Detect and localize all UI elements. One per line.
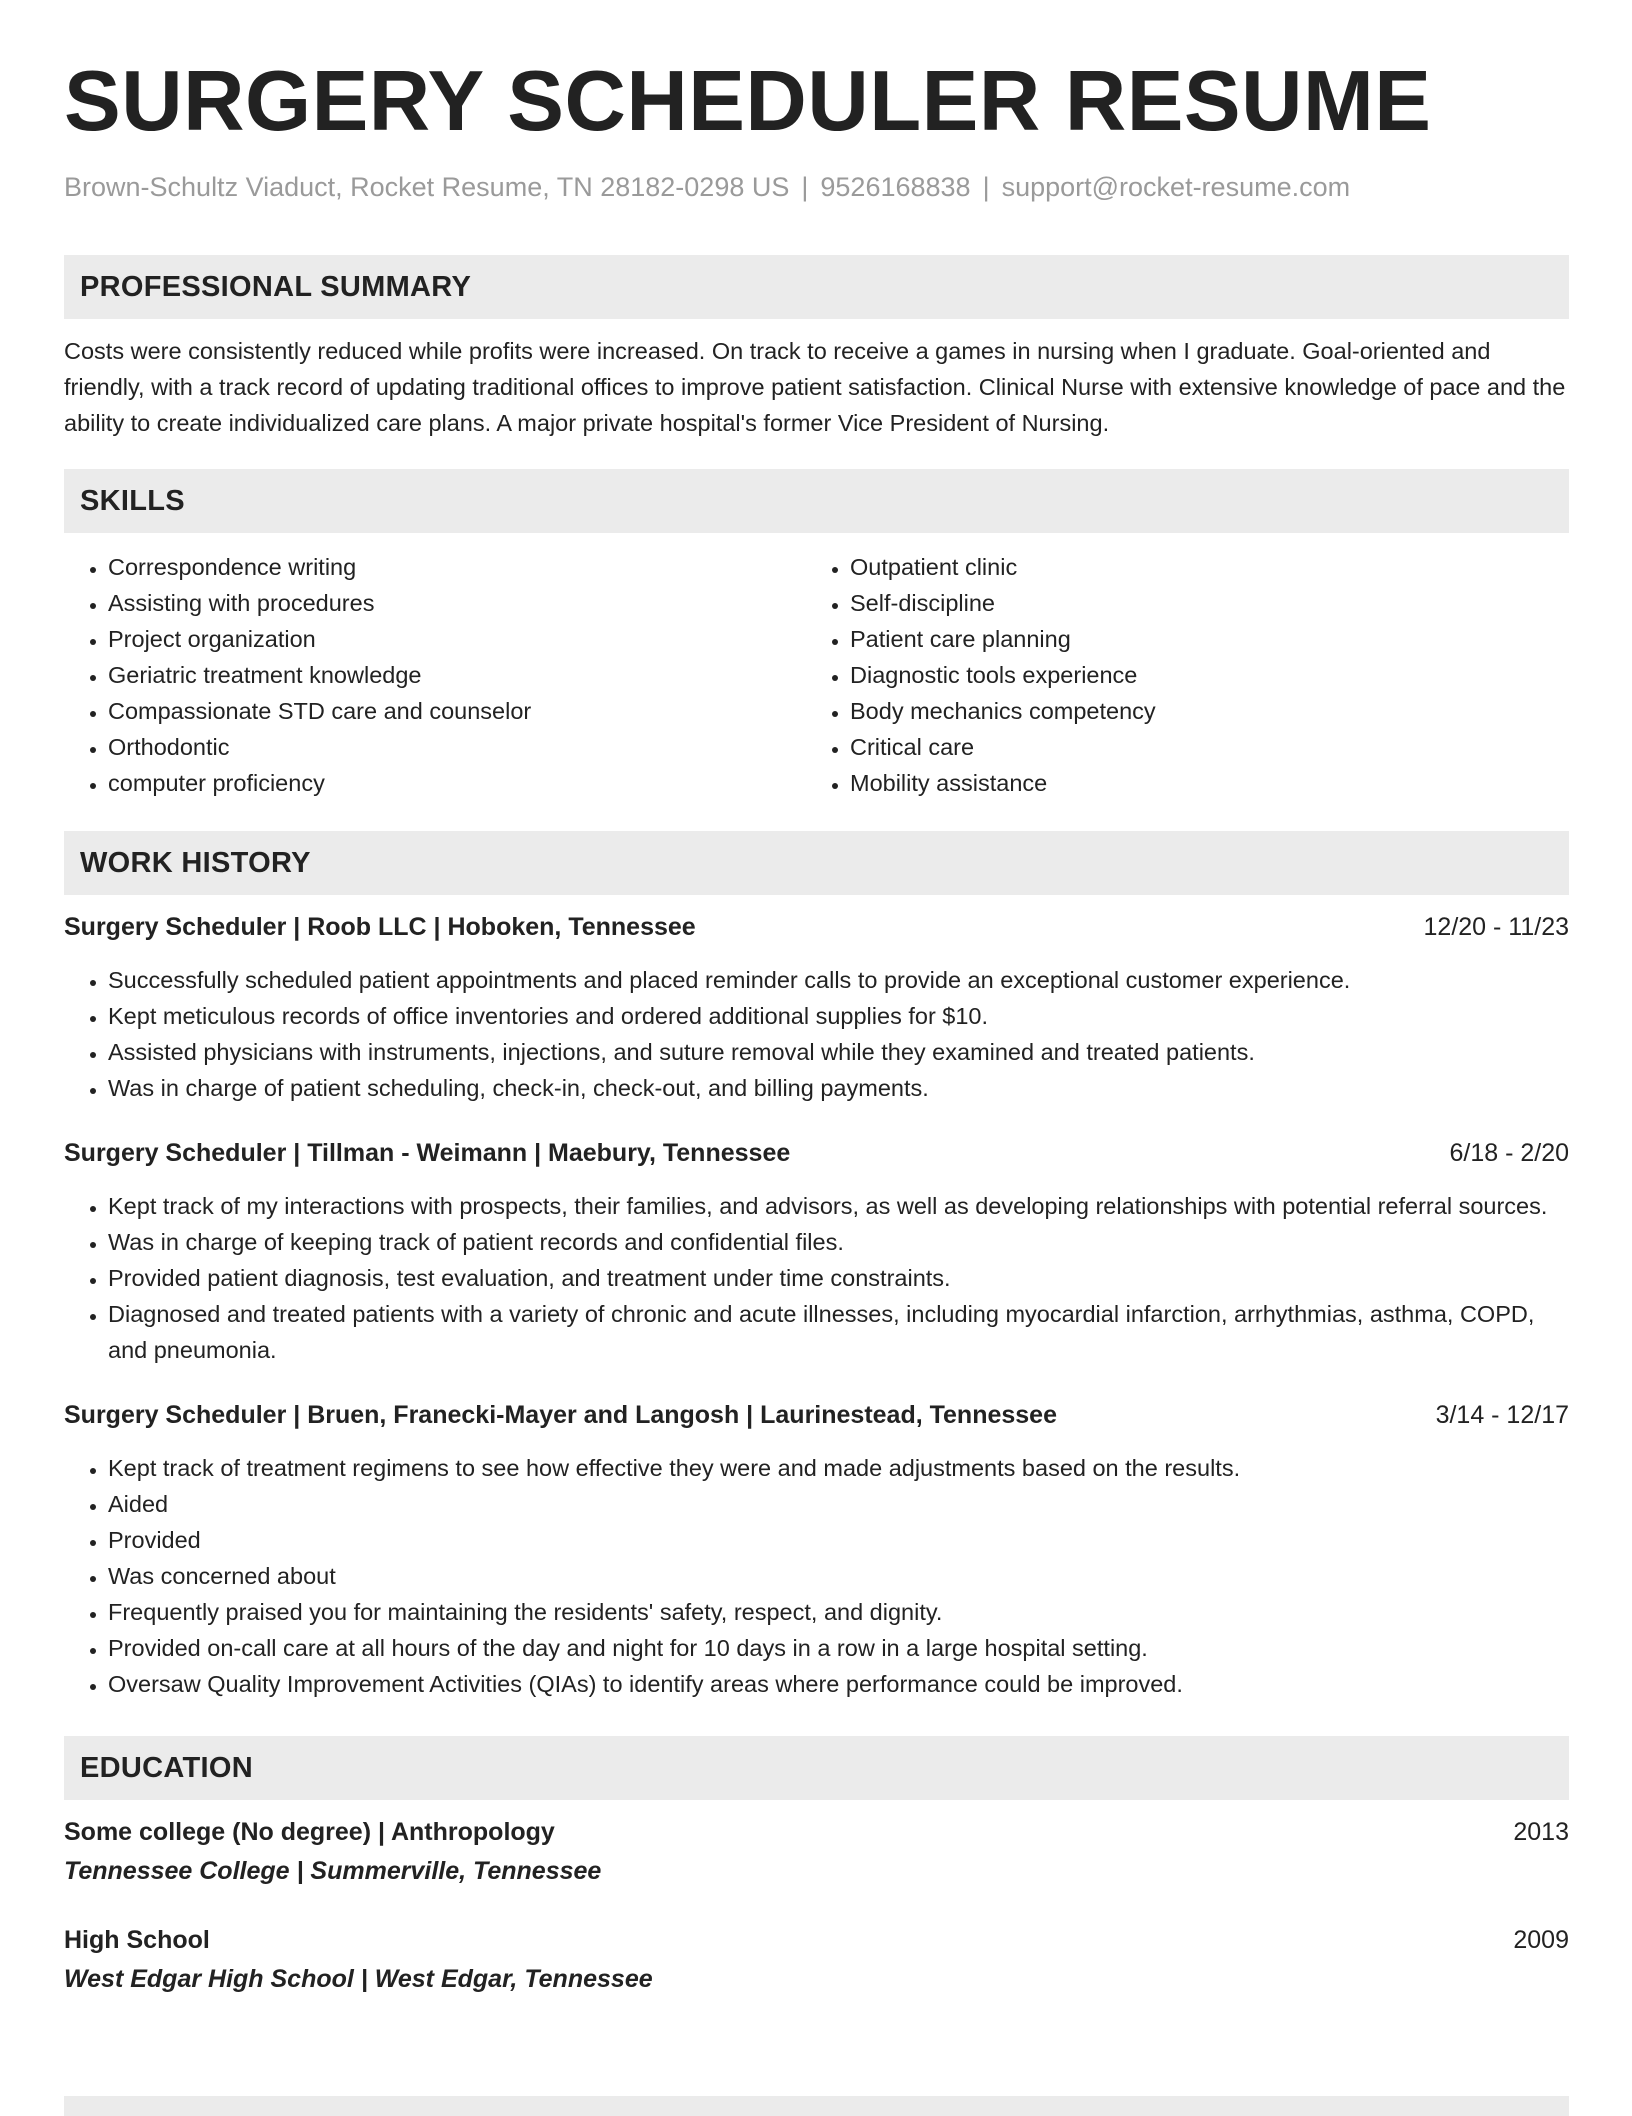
education-entry [64,1926,1569,1994]
education-school: West Edgar High School | West Edgar, Tennessee [64,1965,653,1994]
job-bullet-list [64,1450,1569,1702]
skill-item: • computer proficiency [108,765,806,801]
job-title-row [64,1401,1569,1430]
job-title: Surgery Scheduler | Bruen, Franecki-Mayer and Langosh | Laurinestead, Tennessee [64,1401,1057,1430]
job-bullet-list [64,962,1569,1106]
job-dates: 6/18 - 2/20 [1449,1139,1569,1168]
skills-column-right [806,549,1548,801]
job-bullet: • Kept track of treatment regimens to see how effective they were and made adjustments based on the results. [108,1450,1569,1486]
education-section-header: EDUCATION [64,1736,1569,1800]
contact-separator: | [982,172,990,203]
education-degree: High School [64,1926,210,1955]
resume-title: SURGERY SCHEDULER RESUME [64,54,1432,149]
skills-list-right [806,549,1548,801]
contact-email: support@rocket-resume.com [1001,172,1351,203]
job-title: Surgery Scheduler | Roob LLC | Hoboken, Tennessee [64,913,696,942]
next-section-header-partial [64,2096,1569,2116]
job-bullet: • Successfully scheduled patient appointments and placed reminder calls to provide an exceptional customer experience. [108,962,1569,998]
contact-separator: | [801,172,809,203]
skill-item: • Correspondence writing [108,549,806,585]
job-bullet: • Kept meticulous records of office inventories and ordered additional supplies for $10. [108,998,1569,1034]
job-bullet: • Was concerned about [108,1558,1569,1594]
education-degree-row [64,1926,1569,1955]
education-entry [64,1818,1569,1886]
skill-item: • Body mechanics competency [850,693,1548,729]
job-bullet: • Frequently praised you for maintaining the residents' safety, respect, and dignity. [108,1594,1569,1630]
job-bullet: • Oversaw Quality Improvement Activities (QIAs) to identify areas where performance could be improved. [108,1666,1569,1702]
job-entry [64,1401,1569,1702]
skill-item: • Outpatient clinic [850,549,1548,585]
contact-line [64,172,1569,203]
job-entry [64,1139,1569,1368]
skill-item: • Project organization [108,621,806,657]
contact-address: Brown-Schultz Viaduct, Rocket Resume, TN 28182-0298 US [64,172,790,203]
job-bullet: • Was in charge of patient scheduling, check-in, check-out, and billing payments. [108,1070,1569,1106]
job-title-row [64,913,1569,942]
education-year: 2009 [1513,1926,1569,1955]
skill-item: • Geriatric treatment knowledge [108,657,806,693]
summary-section-header: PROFESSIONAL SUMMARY [64,255,1569,319]
education-degree-row [64,1818,1569,1847]
skill-item: • Self-discipline [850,585,1548,621]
skills-section-header: SKILLS [64,469,1569,533]
job-bullet: • Was in charge of keeping track of patient records and confidential files. [108,1224,1569,1260]
skill-item: • Compassionate STD care and counselor [108,693,806,729]
job-bullet: • Assisted physicians with instruments, injections, and suture removal while they examined and treated patients. [108,1034,1569,1070]
skill-item: • Diagnostic tools experience [850,657,1548,693]
contact-phone: 9526168838 [820,172,971,203]
job-bullet-list [64,1188,1569,1368]
education-school: Tennessee College | Summerville, Tennessee [64,1857,602,1886]
job-entry [64,913,1569,1106]
summary-text: Costs were consistently reduced while profits were increased. On track to receive a games in nursing when I graduate. Goal-oriented and friendly, with a track record of updating traditional offices to improve patient satisfaction. Clinical Nurse with extensive knowledge of pace and the ability to create individualized care plans. A major private hospital's former Vice President of Nursing. [64,338,1566,437]
skill-item: • Mobility assistance [850,765,1548,801]
job-bullet: • Kept track of my interactions with prospects, their families, and advisors, as well as developing relationships with potential referral sources. [108,1188,1569,1224]
job-title-row [64,1139,1569,1168]
education-year: 2013 [1513,1818,1569,1847]
job-dates: 3/14 - 12/17 [1435,1401,1569,1430]
education-degree: Some college (No degree) | Anthropology [64,1818,555,1847]
job-bullet: • Provided patient diagnosis, test evaluation, and treatment under time constraints. [108,1260,1569,1296]
skill-item: • Orthodontic [108,729,806,765]
skill-item: • Patient care planning [850,621,1548,657]
skill-item: • Critical care [850,729,1548,765]
skill-item: • Assisting with procedures [108,585,806,621]
job-bullet: • Aided [108,1486,1569,1522]
job-title: Surgery Scheduler | Tillman - Weimann | Maebury, Tennessee [64,1139,791,1168]
skills-list-left [64,549,806,801]
job-bullet: • Provided [108,1522,1569,1558]
work-history-section-header: WORK HISTORY [64,831,1569,895]
job-bullet: • Diagnosed and treated patients with a variety of chronic and acute illnesses, including myocardial infarction, arrhythmias, asthma, COPD, and pneumonia. [108,1296,1569,1368]
skills-columns [64,549,1569,801]
job-bullet: • Provided on-call care at all hours of the day and night for 10 days in a row in a large hospital setting. [108,1630,1569,1666]
job-dates: 12/20 - 11/23 [1423,913,1569,942]
skills-column-left [64,549,806,801]
